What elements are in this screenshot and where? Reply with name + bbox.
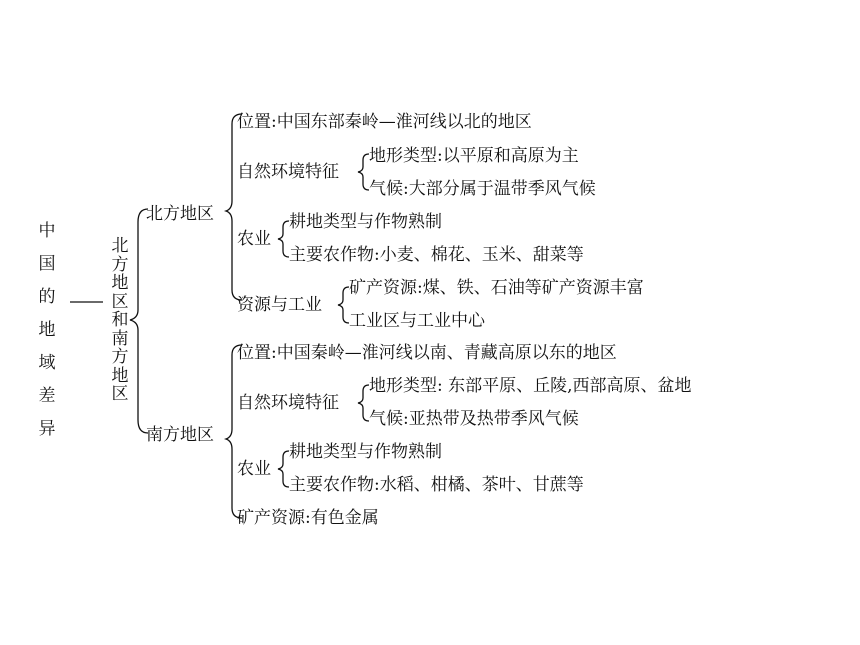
south-natural-label: 自然环境特征 <box>237 393 339 413</box>
north-location: 位置:中国东部秦岭—淮河线以北的地区 <box>237 112 532 132</box>
south-brace <box>226 345 242 518</box>
south-agriculture-label: 农业 <box>237 459 271 479</box>
level1-brace <box>130 209 148 433</box>
north-industrial-zones: 工业区与工业中心 <box>349 311 485 331</box>
south-minerals: 矿产资源:有色金属 <box>237 508 379 528</box>
south-location: 位置:中国秦岭—淮河线以南、青藏高原以东的地区 <box>237 343 617 363</box>
south-land-type: 耕地类型与作物熟制 <box>289 442 442 462</box>
south-region-label: 南方地区 <box>146 425 214 445</box>
north-natural-label: 自然环境特征 <box>237 162 339 182</box>
level1-title: 北方地区和南方地区 <box>111 236 129 404</box>
south-terrain: 地形类型: 东部平原、丘陵,西部高原、盆地 <box>369 376 692 396</box>
root-title: 中国的地域差异 <box>38 221 56 439</box>
north-agriculture-label: 农业 <box>237 229 271 249</box>
north-crops: 主要农作物:小麦、棉花、玉米、甜菜等 <box>289 245 584 265</box>
north-industry-brace <box>338 287 349 323</box>
south-crops: 主要农作物:水稻、柑橘、茶叶、甘蔗等 <box>289 475 584 495</box>
north-climate: 气候:大部分属于温带季风气候 <box>369 179 596 199</box>
south-agri-brace <box>278 451 289 487</box>
north-natural-brace <box>358 154 369 190</box>
north-land-type: 耕地类型与作物熟制 <box>289 212 442 232</box>
north-region-label: 北方地区 <box>146 204 214 224</box>
north-terrain: 地形类型:以平原和高原为主 <box>369 146 579 166</box>
north-brace <box>226 114 242 300</box>
south-climate: 气候:亚热带及热带季风气候 <box>369 409 579 429</box>
north-industry-label: 资源与工业 <box>237 295 322 315</box>
south-natural-brace <box>358 385 369 421</box>
north-agri-brace <box>278 221 289 257</box>
north-minerals: 矿产资源:煤、铁、石油等矿产资源丰富 <box>349 278 644 298</box>
